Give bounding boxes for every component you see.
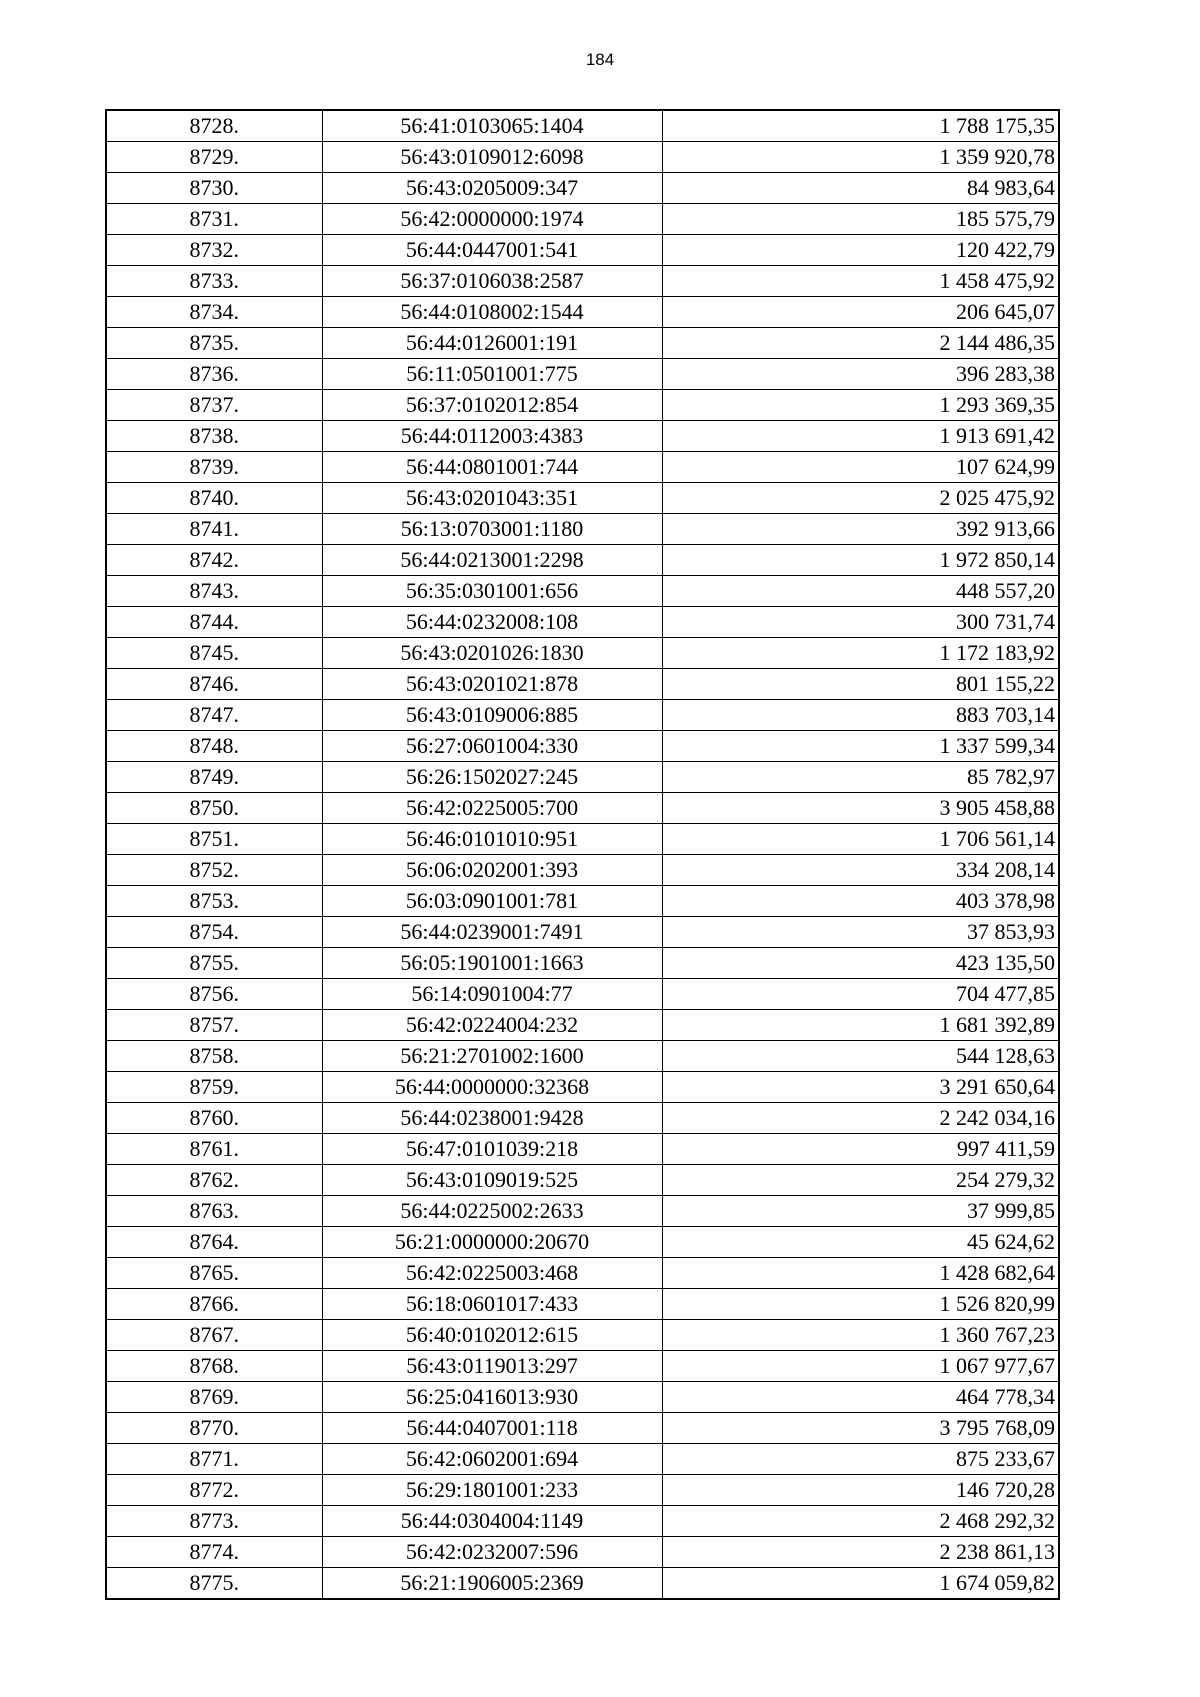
cadastral-number-cell: 56:37:0106038:2587: [322, 266, 662, 297]
row-number-cell: 8739.: [106, 452, 322, 483]
cadastral-value-cell: 423 135,50: [662, 948, 1059, 979]
table-row: [106, 1382, 1059, 1413]
row-number-cell: 8735.: [106, 328, 322, 359]
row-number-cell: 8771.: [106, 1444, 322, 1475]
row-number-cell: 8730.: [106, 173, 322, 204]
table-row: [106, 607, 1059, 638]
cadastral-value-cell: 448 557,20: [662, 576, 1059, 607]
cadastral-number-cell: 56:44:0407001:118: [322, 1413, 662, 1444]
cadastral-value-cell: 300 731,74: [662, 607, 1059, 638]
row-number-cell: 8741.: [106, 514, 322, 545]
row-number-cell: 8761.: [106, 1134, 322, 1165]
cadastral-value-cell: 704 477,85: [662, 979, 1059, 1010]
row-number-cell: 8765.: [106, 1258, 322, 1289]
cadastral-value-cell: 334 208,14: [662, 855, 1059, 886]
cadastral-value-cell: 107 624,99: [662, 452, 1059, 483]
row-number-cell: 8760.: [106, 1103, 322, 1134]
cadastral-number-cell: 56:21:1906005:2369: [322, 1568, 662, 1600]
cadastral-number-cell: 56:11:0501001:775: [322, 359, 662, 390]
row-number-cell: 8766.: [106, 1289, 322, 1320]
cadastral-number-cell: 56:43:0205009:347: [322, 173, 662, 204]
cadastral-number-cell: 56:46:0101010:951: [322, 824, 662, 855]
cadastral-value-cell: 1 360 767,23: [662, 1320, 1059, 1351]
table-row: [106, 700, 1059, 731]
cadastral-number-cell: 56:40:0102012:615: [322, 1320, 662, 1351]
table-row: [106, 1351, 1059, 1382]
cadastral-number-cell: 56:21:2701002:1600: [322, 1041, 662, 1072]
table-row: [106, 1165, 1059, 1196]
page-number: 184: [585, 50, 615, 69]
table-row: [106, 948, 1059, 979]
cadastral-value-cell: 3 795 768,09: [662, 1413, 1059, 1444]
cadastral-number-cell: 56:03:0901001:781: [322, 886, 662, 917]
cadastral-number-cell: 56:41:0103065:1404: [322, 110, 662, 142]
table-row: [106, 1537, 1059, 1568]
cadastral-value-cell: 85 782,97: [662, 762, 1059, 793]
cadastral-number-cell: 56:44:0000000:32368: [322, 1072, 662, 1103]
cadastral-value-cell: 2 242 034,16: [662, 1103, 1059, 1134]
cadastral-number-cell: 56:06:0202001:393: [322, 855, 662, 886]
row-number-cell: 8745.: [106, 638, 322, 669]
cadastral-number-cell: 56:44:0225002:2633: [322, 1196, 662, 1227]
row-number-cell: 8737.: [106, 390, 322, 421]
cadastral-number-cell: 56:42:0225005:700: [322, 793, 662, 824]
cadastral-number-cell: 56:14:0901004:77: [322, 979, 662, 1010]
cadastral-value-table: [105, 109, 1060, 1600]
row-number-cell: 8744.: [106, 607, 322, 638]
row-number-cell: 8768.: [106, 1351, 322, 1382]
table-row: [106, 1568, 1059, 1600]
table-row: [106, 204, 1059, 235]
table-row: [106, 1227, 1059, 1258]
row-number-cell: 8733.: [106, 266, 322, 297]
table-row: [106, 1103, 1059, 1134]
cadastral-number-cell: 56:47:0101039:218: [322, 1134, 662, 1165]
cadastral-value-cell: 3 291 650,64: [662, 1072, 1059, 1103]
cadastral-number-cell: 56:43:0201043:351: [322, 483, 662, 514]
cadastral-number-cell: 56:05:1901001:1663: [322, 948, 662, 979]
cadastral-value-cell: 1 067 977,67: [662, 1351, 1059, 1382]
row-number-cell: 8743.: [106, 576, 322, 607]
table-row: [106, 886, 1059, 917]
row-number-cell: 8769.: [106, 1382, 322, 1413]
cadastral-number-cell: 56:42:0224004:232: [322, 1010, 662, 1041]
table-row: [106, 855, 1059, 886]
table-row: [106, 1506, 1059, 1537]
row-number-cell: 8759.: [106, 1072, 322, 1103]
row-number-cell: 8764.: [106, 1227, 322, 1258]
cadastral-number-cell: 56:44:0447001:541: [322, 235, 662, 266]
cadastral-number-cell: 56:44:0126001:191: [322, 328, 662, 359]
row-number-cell: 8756.: [106, 979, 322, 1010]
table-row: [106, 173, 1059, 204]
row-number-cell: 8736.: [106, 359, 322, 390]
cadastral-number-cell: 56:26:1502027:245: [322, 762, 662, 793]
cadastral-value-cell: 875 233,67: [662, 1444, 1059, 1475]
cadastral-number-cell: 56:21:0000000:20670: [322, 1227, 662, 1258]
cadastral-number-cell: 56:42:0225003:468: [322, 1258, 662, 1289]
table-row: [106, 1289, 1059, 1320]
cadastral-value-cell: 37 853,93: [662, 917, 1059, 948]
table-row: [106, 452, 1059, 483]
cadastral-value-cell: 403 378,98: [662, 886, 1059, 917]
cadastral-number-cell: 56:35:0301001:656: [322, 576, 662, 607]
cadastral-value-cell: 2 238 861,13: [662, 1537, 1059, 1568]
cadastral-value-cell: 1 526 820,99: [662, 1289, 1059, 1320]
table-row: [106, 266, 1059, 297]
row-number-cell: 8752.: [106, 855, 322, 886]
cadastral-value-cell: 544 128,63: [662, 1041, 1059, 1072]
cadastral-number-cell: 56:43:0109012:6098: [322, 142, 662, 173]
table-row: [106, 1444, 1059, 1475]
cadastral-number-cell: 56:44:0232008:108: [322, 607, 662, 638]
table-row: [106, 1196, 1059, 1227]
row-number-cell: 8749.: [106, 762, 322, 793]
cadastral-value-cell: 1 293 369,35: [662, 390, 1059, 421]
row-number-cell: 8731.: [106, 204, 322, 235]
row-number-cell: 8772.: [106, 1475, 322, 1506]
table-row: [106, 669, 1059, 700]
cadastral-number-cell: 56:27:0601004:330: [322, 731, 662, 762]
table-row: [106, 731, 1059, 762]
cadastral-number-cell: 56:29:1801001:233: [322, 1475, 662, 1506]
table-row: [106, 638, 1059, 669]
row-number-cell: 8732.: [106, 235, 322, 266]
cadastral-value-cell: 185 575,79: [662, 204, 1059, 235]
cadastral-number-cell: 56:44:0108002:1544: [322, 297, 662, 328]
cadastral-value-cell: 1 706 561,14: [662, 824, 1059, 855]
table-row: [106, 762, 1059, 793]
cadastral-value-cell: 464 778,34: [662, 1382, 1059, 1413]
cadastral-value-cell: 2 025 475,92: [662, 483, 1059, 514]
table-row: [106, 545, 1059, 576]
row-number-cell: 8754.: [106, 917, 322, 948]
cadastral-number-cell: 56:42:0000000:1974: [322, 204, 662, 235]
cadastral-number-cell: 56:43:0201026:1830: [322, 638, 662, 669]
row-number-cell: 8751.: [106, 824, 322, 855]
table-row: [106, 328, 1059, 359]
table-row: [106, 1134, 1059, 1165]
table-row: [106, 110, 1059, 142]
table-row: [106, 576, 1059, 607]
row-number-cell: 8775.: [106, 1568, 322, 1600]
row-number-cell: 8773.: [106, 1506, 322, 1537]
cadastral-value-cell: 1 172 183,92: [662, 638, 1059, 669]
cadastral-value-cell: 1 681 392,89: [662, 1010, 1059, 1041]
table-row: [106, 1258, 1059, 1289]
cadastral-number-cell: 56:43:0119013:297: [322, 1351, 662, 1382]
table-row: [106, 917, 1059, 948]
table-row: [106, 297, 1059, 328]
cadastral-number-cell: 56:43:0109019:525: [322, 1165, 662, 1196]
table-row: [106, 1413, 1059, 1444]
table-row: [106, 1041, 1059, 1072]
cadastral-value-cell: 883 703,14: [662, 700, 1059, 731]
cadastral-value-cell: 206 645,07: [662, 297, 1059, 328]
row-number-cell: 8758.: [106, 1041, 322, 1072]
cadastral-value-cell: 3 905 458,88: [662, 793, 1059, 824]
cadastral-value-cell: 1 458 475,92: [662, 266, 1059, 297]
cadastral-value-cell: 392 913,66: [662, 514, 1059, 545]
cadastral-value-cell: 1 428 682,64: [662, 1258, 1059, 1289]
row-number-cell: 8774.: [106, 1537, 322, 1568]
table-row: [106, 1010, 1059, 1041]
table-row: [106, 483, 1059, 514]
cadastral-value-cell: 2 144 486,35: [662, 328, 1059, 359]
cadastral-number-cell: 56:37:0102012:854: [322, 390, 662, 421]
table-row: [106, 1475, 1059, 1506]
cadastral-value-cell: 84 983,64: [662, 173, 1059, 204]
table-row: [106, 359, 1059, 390]
cadastral-value-cell: 254 279,32: [662, 1165, 1059, 1196]
cadastral-number-cell: 56:43:0109006:885: [322, 700, 662, 731]
cadastral-number-cell: 56:18:0601017:433: [322, 1289, 662, 1320]
table-row: [106, 793, 1059, 824]
table-row: [106, 1320, 1059, 1351]
table-row: [106, 1072, 1059, 1103]
cadastral-value-cell: 1 359 920,78: [662, 142, 1059, 173]
cadastral-number-cell: 56:42:0232007:596: [322, 1537, 662, 1568]
table-row: [106, 390, 1059, 421]
cadastral-number-cell: 56:13:0703001:1180: [322, 514, 662, 545]
table-row: [106, 979, 1059, 1010]
cadastral-value-cell: 1 788 175,35: [662, 110, 1059, 142]
table-body: [106, 110, 1059, 1599]
cadastral-number-cell: 56:43:0201021:878: [322, 669, 662, 700]
cadastral-value-cell: 1 913 691,42: [662, 421, 1059, 452]
table-row: [106, 142, 1059, 173]
cadastral-value-cell: 997 411,59: [662, 1134, 1059, 1165]
row-number-cell: 8755.: [106, 948, 322, 979]
table-row: [106, 235, 1059, 266]
row-number-cell: 8757.: [106, 1010, 322, 1041]
row-number-cell: 8729.: [106, 142, 322, 173]
cadastral-number-cell: 56:44:0112003:4383: [322, 421, 662, 452]
cadastral-number-cell: 56:44:0239001:7491: [322, 917, 662, 948]
cadastral-value-cell: 396 283,38: [662, 359, 1059, 390]
row-number-cell: 8742.: [106, 545, 322, 576]
row-number-cell: 8763.: [106, 1196, 322, 1227]
row-number-cell: 8734.: [106, 297, 322, 328]
row-number-cell: 8770.: [106, 1413, 322, 1444]
cadastral-value-cell: 2 468 292,32: [662, 1506, 1059, 1537]
cadastral-value-cell: 146 720,28: [662, 1475, 1059, 1506]
table-row: [106, 824, 1059, 855]
table-row: [106, 514, 1059, 545]
cadastral-value-cell: 1 674 059,82: [662, 1568, 1059, 1600]
row-number-cell: 8767.: [106, 1320, 322, 1351]
cadastral-value-cell: 1 972 850,14: [662, 545, 1059, 576]
cadastral-number-cell: 56:44:0213001:2298: [322, 545, 662, 576]
cadastral-number-cell: 56:42:0602001:694: [322, 1444, 662, 1475]
row-number-cell: 8746.: [106, 669, 322, 700]
row-number-cell: 8748.: [106, 731, 322, 762]
cadastral-value-cell: 37 999,85: [662, 1196, 1059, 1227]
cadastral-value-cell: 801 155,22: [662, 669, 1059, 700]
cadastral-number-cell: 56:44:0304004:1149: [322, 1506, 662, 1537]
cadastral-value-cell: 1 337 599,34: [662, 731, 1059, 762]
row-number-cell: 8762.: [106, 1165, 322, 1196]
cadastral-value-cell: 45 624,62: [662, 1227, 1059, 1258]
row-number-cell: 8750.: [106, 793, 322, 824]
row-number-cell: 8740.: [106, 483, 322, 514]
row-number-cell: 8738.: [106, 421, 322, 452]
cadastral-number-cell: 56:44:0238001:9428: [322, 1103, 662, 1134]
cadastral-number-cell: 56:44:0801001:744: [322, 452, 662, 483]
row-number-cell: 8747.: [106, 700, 322, 731]
cadastral-value-cell: 120 422,79: [662, 235, 1059, 266]
row-number-cell: 8753.: [106, 886, 322, 917]
row-number-cell: 8728.: [106, 110, 322, 142]
table-row: [106, 421, 1059, 452]
cadastral-number-cell: 56:25:0416013:930: [322, 1382, 662, 1413]
